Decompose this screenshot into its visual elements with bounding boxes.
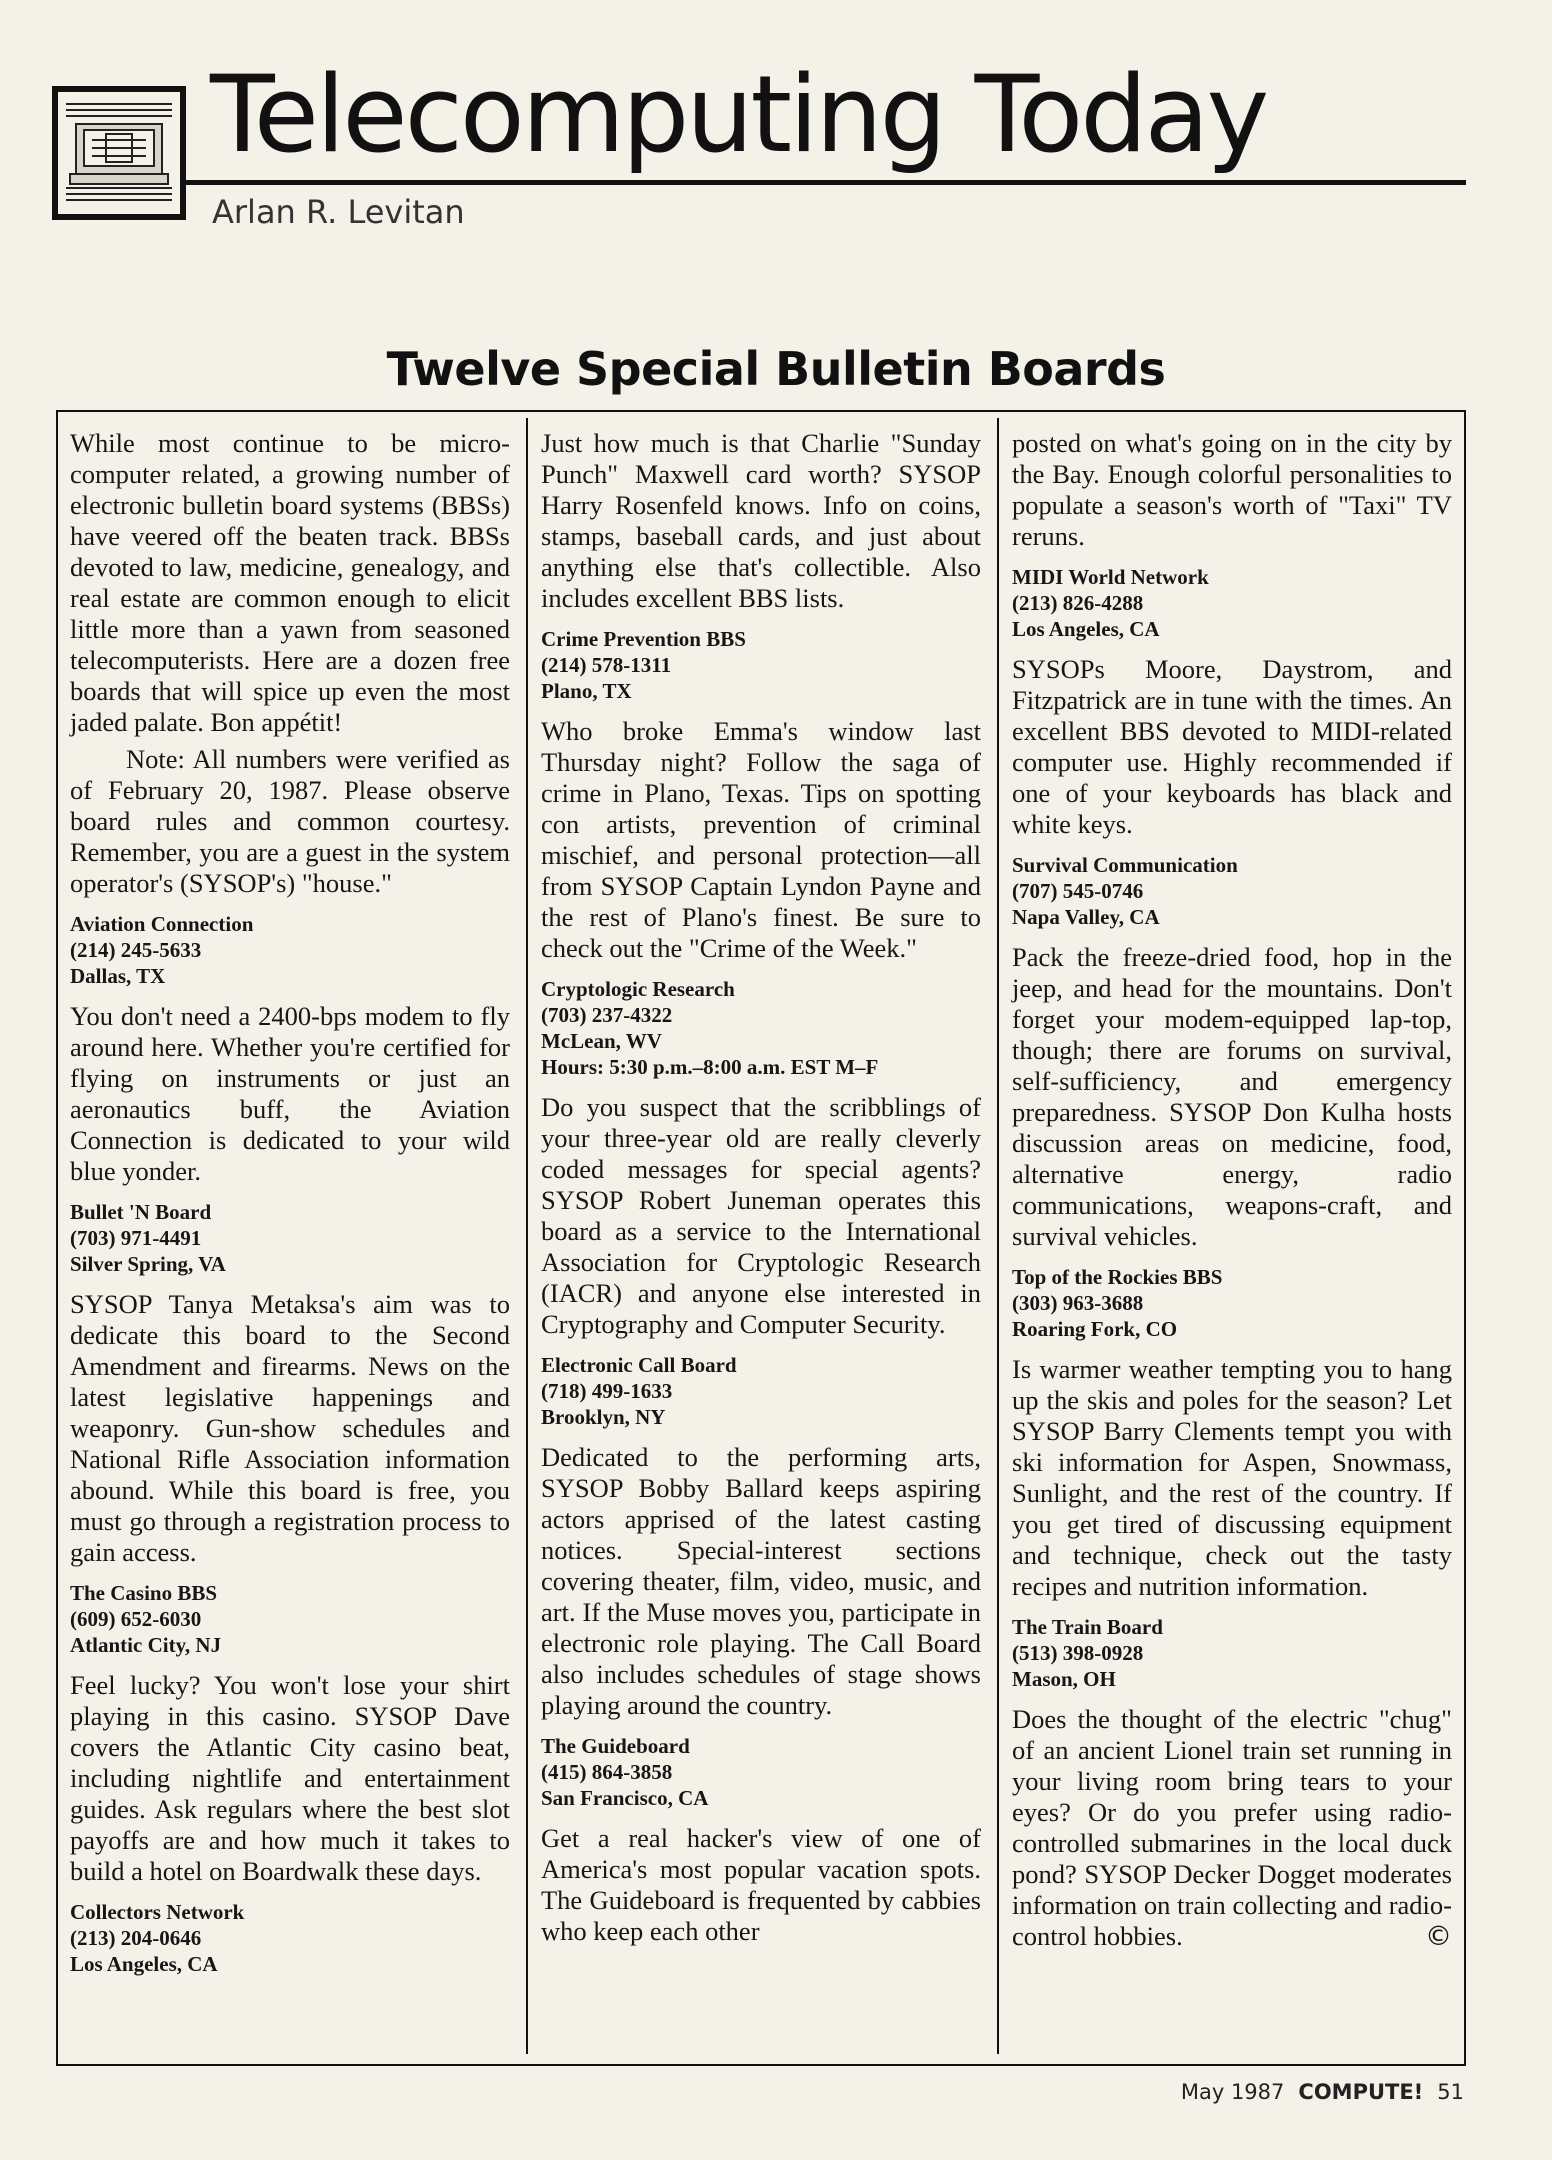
bbs-listing	[1012, 852, 1452, 930]
computer-terminal-icon	[64, 98, 174, 208]
column-divider	[997, 418, 999, 2054]
body-paragraph	[70, 744, 510, 899]
bbs-name: Collectors Network	[70, 1900, 245, 1924]
paragraph-text: You don't need a 2400-bps modem to fly around here. Whether you're certified for flying on instruments or just an aeronautics buff, the Aviation Connection is dedicated to your wild blue yonder.	[70, 1001, 510, 1186]
article-headline: Twelve Special Bulletin Boards	[386, 342, 1166, 396]
bbs-listing	[1012, 1264, 1452, 1342]
paragraph-text: Just how much is that Charlie "Sunday Punch" Maxwell card worth? SYSOP Harry Rosenfeld knows. Info on coins, stamps, baseball cards, and just about anything else that's collectible. Also includes excellent BBS lists.	[541, 428, 981, 613]
paragraph-text: Dedicated to the performing arts, SYSOP Bobby Ballard keeps aspiring actors apprised of the latest casting notices. Special-interest sections covering theater, film, video, music, and art. If the Muse moves you, participate in electronic role playing. The Call Board also includes schedules of stage shows playing around the country.	[541, 1442, 981, 1720]
bbs-name: Aviation Connection	[70, 912, 254, 936]
bbs-phone: (303) 963-3688	[1012, 1291, 1144, 1315]
bbs-listing	[70, 911, 510, 989]
paragraph-text: Feel lucky? You won't lose your shirt playing in this casino. SYSOP Dave covers the Atlantic City casino beat, including nightlife and entertainment guides. Ask regulars where the best slot payoffs are and how much it takes to build a hotel on Boardwalk these days.	[70, 1670, 510, 1886]
bbs-location: Los Angeles, CA	[1012, 617, 1160, 641]
body-paragraph	[1012, 1704, 1452, 1952]
bbs-location: Napa Valley, CA	[1012, 905, 1160, 929]
bbs-phone: (513) 398-0928	[1012, 1641, 1144, 1665]
bbs-name: Survival Communication	[1012, 853, 1238, 877]
issue-date: May 1987	[1180, 2080, 1285, 2104]
bbs-phone: (214) 578-1311	[541, 653, 672, 677]
bbs-listing	[70, 1899, 510, 1977]
bbs-location: Mason, OH	[1012, 1667, 1116, 1691]
body-paragraph	[70, 1670, 510, 1887]
bbs-phone: (707) 545-0746	[1012, 879, 1144, 903]
paragraph-text: Get a real hacker's view of one of America's most popular vacation spots. The Guideboard is frequented by cabbies who keep each other	[541, 1823, 981, 1946]
bbs-listing	[1012, 1614, 1452, 1692]
paragraph-text: Is warmer weather tempting you to hang up the skis and poles for the season? Let SYSOP Barry Clements tempt you with ski information for Aspen, Snowmass, Sunlight, and the rest of the country. If you get tired of discussing equipment and technique, check out the tasty recipes and nutrition information.	[1012, 1354, 1452, 1601]
body-paragraph	[1012, 654, 1452, 840]
body-paragraph	[70, 1001, 510, 1187]
bbs-listing	[70, 1580, 510, 1658]
bbs-name: Crime Prevention BBS	[541, 627, 746, 651]
paragraph-text: Do you suspect that the scribblings of your three-year old are really cleverly coded messages for special agents? SYSOP Robert Juneman operates this board as a service to the International Association for Cryptologic Research (IACR) and anyone else interested in Cryptography and Computer Security.	[541, 1092, 981, 1339]
bbs-name: Bullet 'N Board	[70, 1200, 212, 1224]
text-column-2	[541, 428, 981, 1953]
column-logo	[52, 86, 186, 220]
masthead-rule	[186, 180, 1466, 185]
bbs-location: Silver Spring, VA	[70, 1252, 226, 1276]
paragraph-text: Does the thought of the electric "chug" of an ancient Lionel train set running in your living room bring tears to your eyes? Or do you prefer using radio-controlled submarines in the local duck pond? SYSOP Decker Dogget moderates information on train collecting and radio-control hobbies.	[1012, 1704, 1452, 1951]
column-title: Telecomputing Today	[210, 53, 1267, 176]
bbs-listing	[541, 626, 981, 704]
end-mark-icon: ©	[1425, 1921, 1452, 1952]
bbs-location: McLean, WV	[541, 1029, 662, 1053]
bbs-phone: (214) 245-5633	[70, 938, 202, 962]
bbs-phone: (213) 204-0646	[70, 1926, 202, 1950]
bbs-phone: (703) 237-4322	[541, 1003, 673, 1027]
bbs-name: Top of the Rockies BBS	[1012, 1265, 1223, 1289]
body-paragraph	[541, 716, 981, 964]
bbs-listing	[541, 1733, 981, 1811]
text-column-3	[1012, 428, 1452, 1958]
bbs-phone: (415) 864-3858	[541, 1760, 673, 1784]
paragraph-text: Note: All numbers were verified as of February 20, 1987. Please observe board rules and common courtesy. Remember, you are a guest in the system operator's (SYSOP's) "house."	[70, 744, 510, 898]
bbs-name: MIDI World Network	[1012, 565, 1209, 589]
bbs-location: San Francisco, CA	[541, 1786, 709, 1810]
magazine-name: COMPUTE!	[1298, 2080, 1424, 2104]
paragraph-text: Pack the freeze-dried food, hop in the jeep, and head for the mountains. Don't forget your modem-equipped lap-top, though; there are forums on survival, self-sufficiency, and emergency preparedness. SYSOP Don Kulha hosts discussion areas on medicine, food, alternative energy, radio communications, weapons-craft, and survival vehicles.	[1012, 942, 1452, 1251]
body-paragraph	[541, 1442, 981, 1721]
bbs-location: Los Angeles, CA	[70, 1952, 218, 1976]
body-paragraph	[541, 1823, 981, 1947]
paragraph-text: SYSOPs Moore, Daystrom, and Fitzpatrick are in tune with the times. An excellent BBS devoted to MIDI-related computer use. Highly recommended if one of your keyboards has black and white keys.	[1012, 654, 1452, 839]
paragraph-text: While most continue to be micro-computer related, a growing number of electronic bulletin board systems (BBSs) have veered off the beaten track. BBSs devoted to law, medicine, genealogy, and real estate are common enough to elicit little more than a yawn from seasoned telecomputerists. Here are a dozen free boards that will spice up even the most jaded palate. Bon appétit!	[70, 428, 510, 737]
bbs-hours: Hours: 5:30 p.m.–8:00 a.m. EST M–F	[541, 1055, 879, 1079]
bbs-listing	[1012, 564, 1452, 642]
body-paragraph	[1012, 428, 1452, 552]
text-column-1	[70, 428, 510, 1989]
author-byline: Arlan R. Levitan	[212, 193, 465, 231]
bbs-location: Atlantic City, NJ	[70, 1633, 222, 1657]
page-number: 51	[1437, 2080, 1464, 2104]
bbs-name: Cryptologic Research	[541, 977, 735, 1001]
bbs-location: Dallas, TX	[70, 964, 166, 988]
body-paragraph	[70, 1289, 510, 1568]
bbs-location: Plano, TX	[541, 679, 632, 703]
body-paragraph	[541, 428, 981, 614]
body-paragraph	[1012, 942, 1452, 1252]
paragraph-text: SYSOP Tanya Metaksa's aim was to dedicate this board to the Second Amendment and firearms. News on the latest legislative happenings and weaponry. Gun-show schedules and National Rifle Association information abound. While this board is free, you must go through a registration process to gain access.	[70, 1289, 510, 1567]
bbs-name: The Train Board	[1012, 1615, 1163, 1639]
body-paragraph	[541, 1092, 981, 1340]
body-paragraph	[70, 428, 510, 738]
paragraph-text: posted on what's going on in the city by the Bay. Enough colorful personalities to populate a season's worth of "Taxi" TV reruns.	[1012, 428, 1452, 551]
bbs-listing	[541, 1352, 981, 1430]
bbs-phone: (213) 826-4288	[1012, 591, 1144, 615]
bbs-phone: (718) 499-1633	[541, 1379, 673, 1403]
bbs-location: Roaring Fork, CO	[1012, 1317, 1178, 1341]
bbs-listing	[70, 1199, 510, 1277]
bbs-location: Brooklyn, NY	[541, 1405, 666, 1429]
paragraph-text: Who broke Emma's window last Thursday night? Follow the saga of crime in Plano, Texas. Tips on spotting con artists, prevention of criminal mischief, and personal protection—all from SYSOP Captain Lyndon Payne and the rest of Plano's finest. Be sure to check out the "Crime of the Week."	[541, 716, 981, 963]
bbs-name: Electronic Call Board	[541, 1353, 737, 1377]
bbs-phone: (609) 652-6030	[70, 1607, 202, 1631]
bbs-listing	[541, 976, 981, 1080]
page-footer	[1181, 2080, 1464, 2104]
bbs-phone: (703) 971-4491	[70, 1226, 202, 1250]
bbs-name: The Guideboard	[541, 1734, 690, 1758]
body-paragraph	[1012, 1354, 1452, 1602]
bbs-name: The Casino BBS	[70, 1581, 218, 1605]
column-divider	[526, 418, 528, 2054]
